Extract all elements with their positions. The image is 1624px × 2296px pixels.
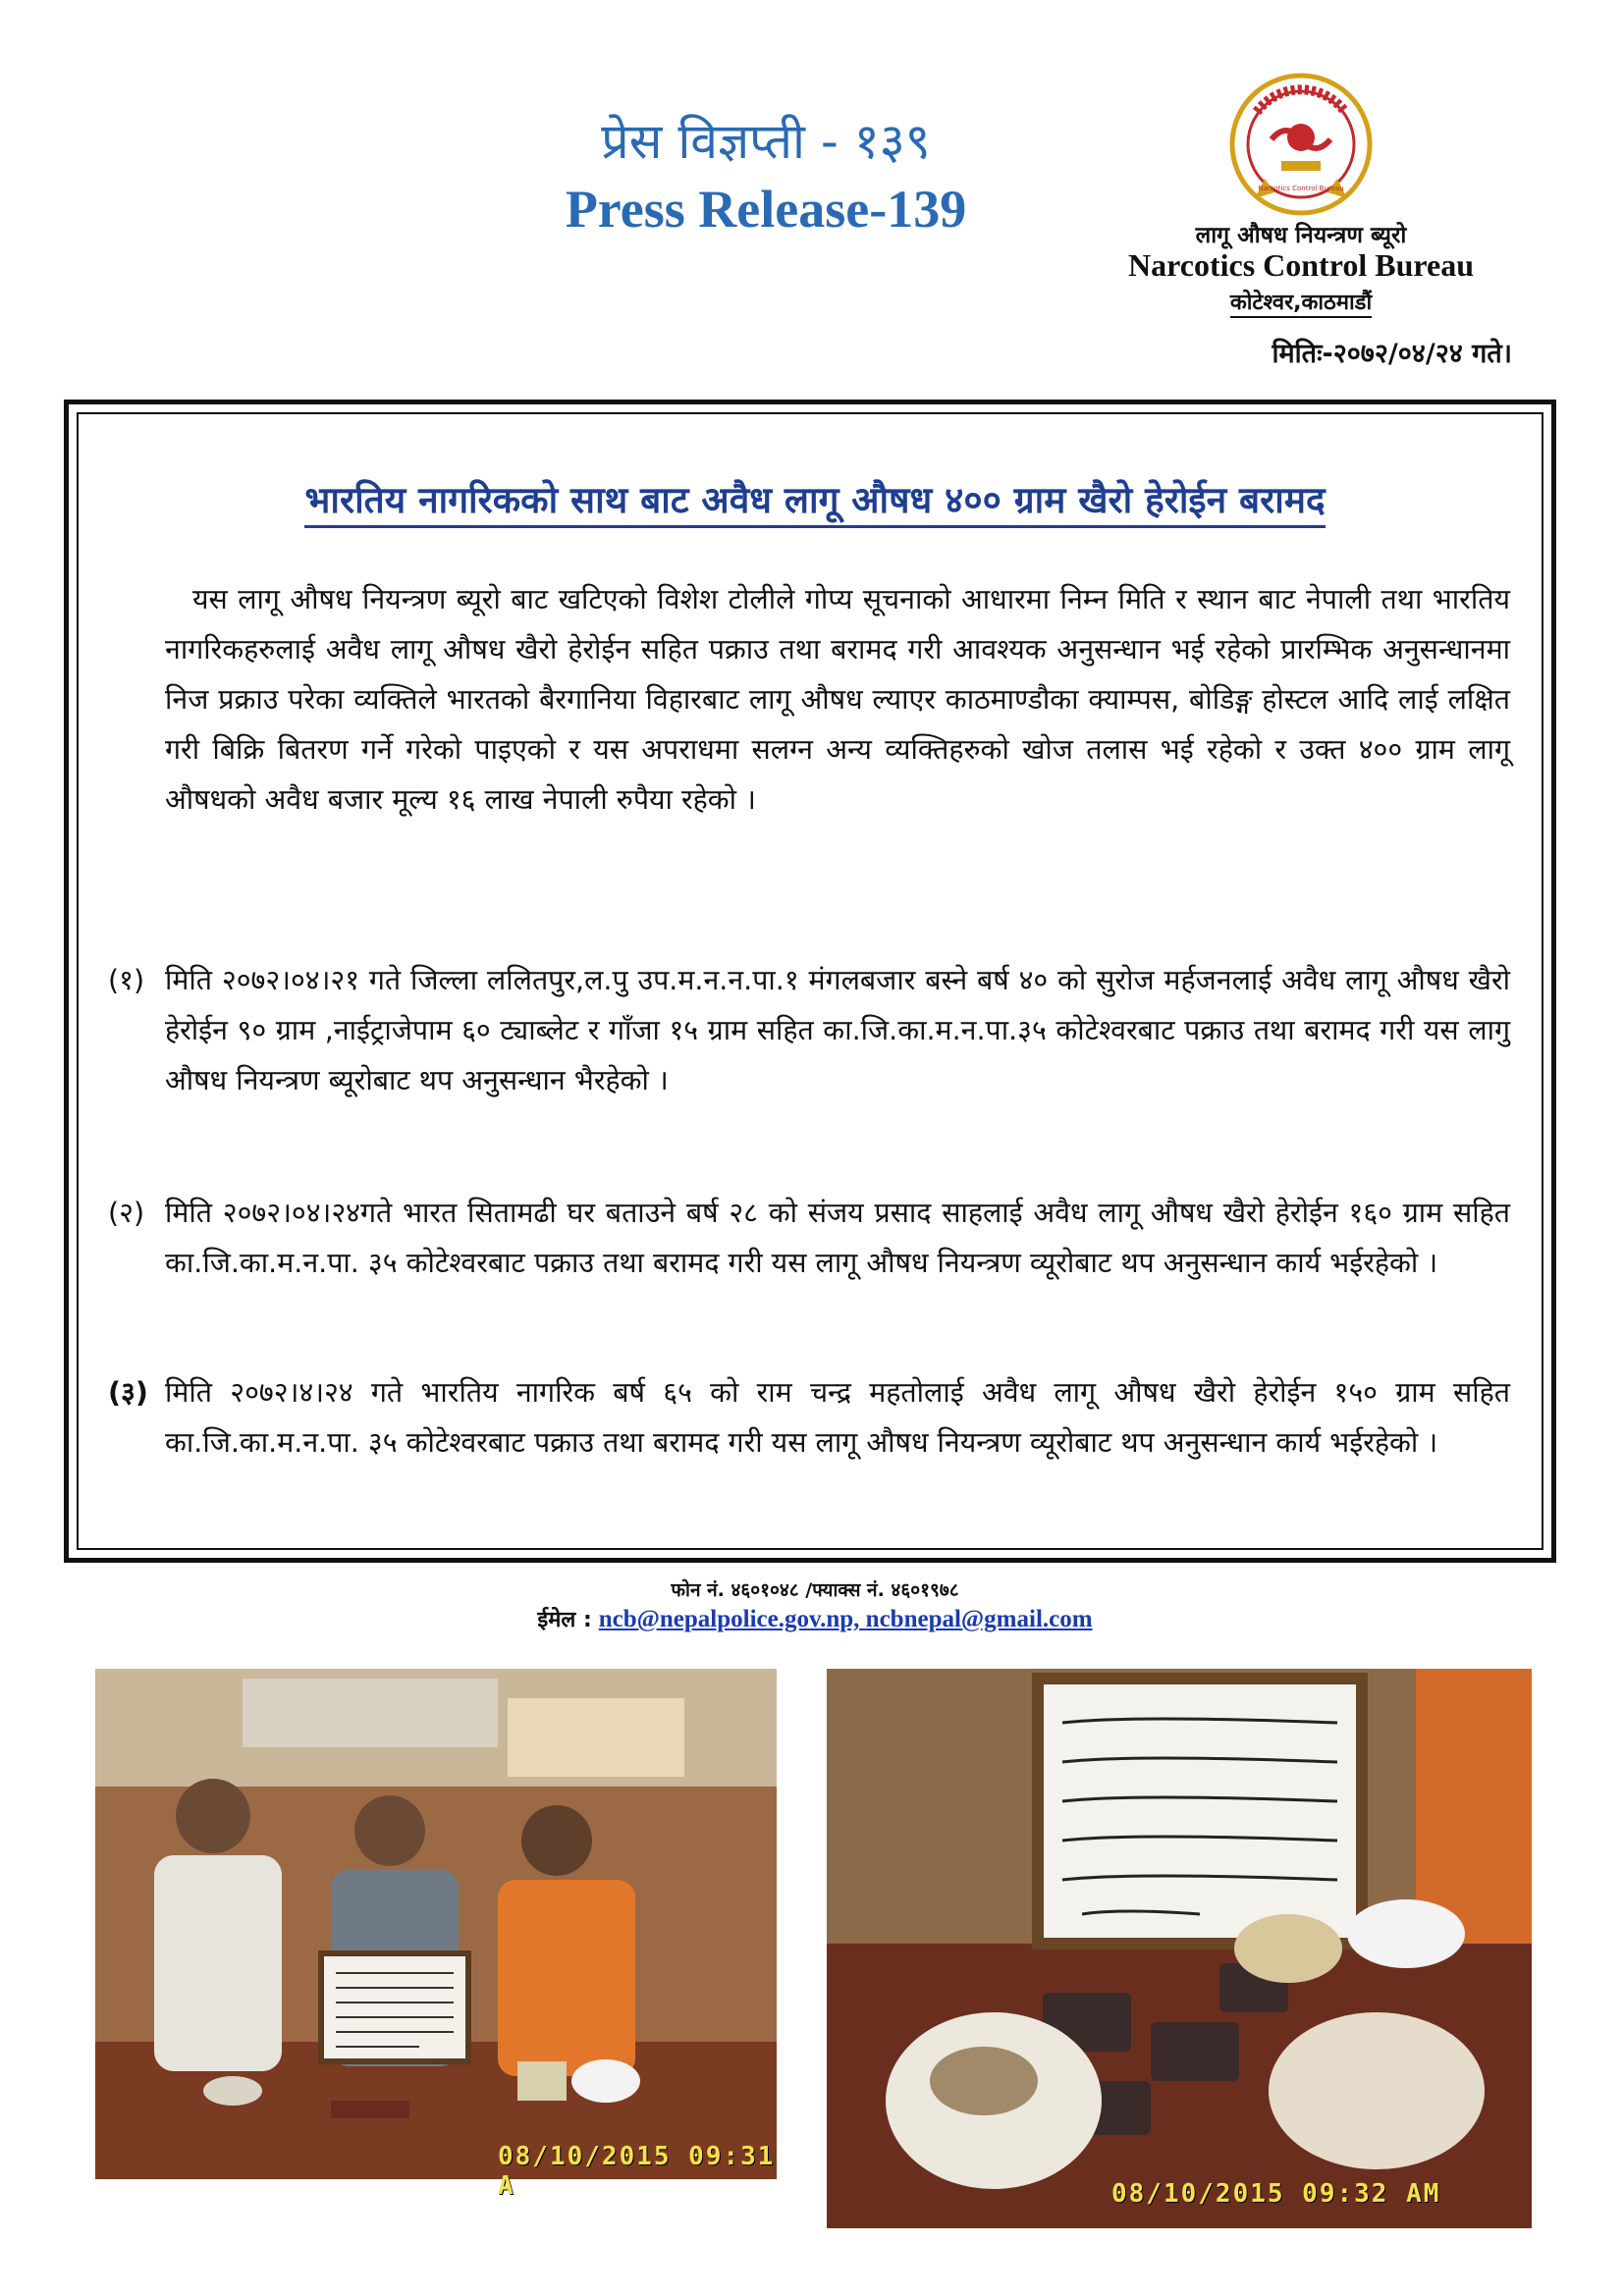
- arrest-photo-suspects: [95, 1669, 777, 2201]
- bureau-address-text: कोटेश्वर,काठमाडौं: [1230, 291, 1372, 318]
- bureau-name-nepali: लागू औषध नियन्त्रण ब्यूरो: [1195, 223, 1407, 248]
- notice-item-text: मिति २०७२।०४।२४गते भारत सितामढी घर बताउने बर्ष २८ को संजय प्रसाद साहलाई अवैध लागू औषध खैरो हेरोईन १६० ग्राम सहित का.जि.का.म.न.पा. ३५ कोटेश्वरबाट पक्राउ तथा बरामद गरी यस लागू औषध नियन्त्रण व्यूरोबाट थप अनुसन्धान कार्य भईरहेको ।: [165, 1197, 1510, 1279]
- notice-headline: [108, 473, 1522, 523]
- press-release-title-nepali: प्रेस विज्ञप्ती - १३९: [601, 113, 931, 170]
- bureau-name-english: Narcotics Control Bureau: [1128, 247, 1474, 283]
- notice-item-number: (१): [108, 964, 145, 996]
- notice-item: [108, 1188, 1512, 1345]
- notice-item: [108, 955, 1512, 1161]
- notice-item-text: मिति २०७२।४।२४ गते भारतिय नागरिक बर्ष ६५ को राम चन्द्र महतोलाई अवैध लागू औषध खैरो हेरोईन १५० ग्राम सहित का.जि.का.म.न.पा. ३५ कोटेश्वरबाट पक्राउ तथा बरामद गरी यस लागू औषध नियन्त्रण व्यूरोबाट थप अनुसन्धान कार्य भईरहेको ।: [165, 1376, 1510, 1459]
- photo-timestamp: 08/10/2015 09:32 AM: [1111, 2179, 1441, 2209]
- photo-timestamp: 08/10/2015 09:31 A: [498, 2142, 776, 2201]
- notice-item-number: (२): [108, 1197, 145, 1229]
- government-seal-logo: [1227, 71, 1375, 218]
- notice-item-text: मिति २०७२।०४।२१ गते जिल्ला ललितपुर,ल.पु उप.म.न.न.पा.१ मंगलबजार बस्ने बर्ष ४० को सुरोज मर्हजनलाई अवैध लागू औषध खैरो हेरोईन ९० ग्राम ,नाईट्राजेपाम ६० ट्याब्लेट र गाँजा १५ ग्राम सहित का.जि.का.म.न.पा.३५ कोटेश्वरबाट पक्राउ तथा बरामद गरी यस लागु औषध नियन्त्रण ब्यूरोबाट थप अनुसन्धान भैरहेको ।: [165, 964, 1510, 1096]
- notice-headline-text: भारतिय नागरिकको साथ बाट अवैध लागू औषध ४०० ग्राम खैरो हेरोईन बरामद: [304, 479, 1325, 528]
- notice-item: [108, 1367, 1512, 1524]
- notice-intro-paragraph: यस लागू औषध नियन्त्रण ब्यूरो बाट खटिएको विशेश टोलीले गोप्य सूचनाको आधारमा निम्न मिति र स्थान बाट नेपाली तथा भारतिय नागरिकहरुलाई अवैध लागू औषध खैरो हेरोईन सहित पक्राउ तथा बरामद गरी आवश्यक अनुसन्धान भई रहेको प्रारम्भिक अनुसन्धानमा निज प्रक्राउ परेका व्यक्तिले भारतको बैरगानिया विहारबाट लागू औषध ल्याएर काठमाण्डौका क्याम्पस, बोडिङ्ग होस्टल आदि लाई लक्षित गरी बिक्रि बितरण गर्ने गरेको पाइएको र यस अपराधमा सलग्न अन्य व्यक्तिहरुको खोज तलास भई रहेको र उक्त ४०० ग्राम लागू औषधको अवैध बजार मूल्य १६ लाख नेपाली रुपैया रहेको ।: [165, 583, 1510, 816]
- press-release-title-english: Press Release-139: [565, 180, 967, 239]
- phone-fax-line: फोन नं. ४६०१०४८ /फ्याक्स नं. ४६०१९७८: [671, 1579, 959, 1601]
- notice-item-number: (३): [108, 1376, 148, 1409]
- release-date: मितिः-२०७२/०४/२४ गते।: [1272, 339, 1512, 369]
- svg-text:Narcotics Control Bureau: Narcotics Control Bureau: [1258, 185, 1344, 192]
- bureau-address: [1129, 287, 1473, 316]
- seized-items-photo: [827, 1669, 1532, 2228]
- email-link[interactable]: ncb@nepalpolice.gov.np, ncbnepal@gmail.com: [598, 1606, 1093, 1632]
- email-label: ईमेल :: [537, 1608, 592, 1632]
- email-row: [393, 1604, 1237, 1633]
